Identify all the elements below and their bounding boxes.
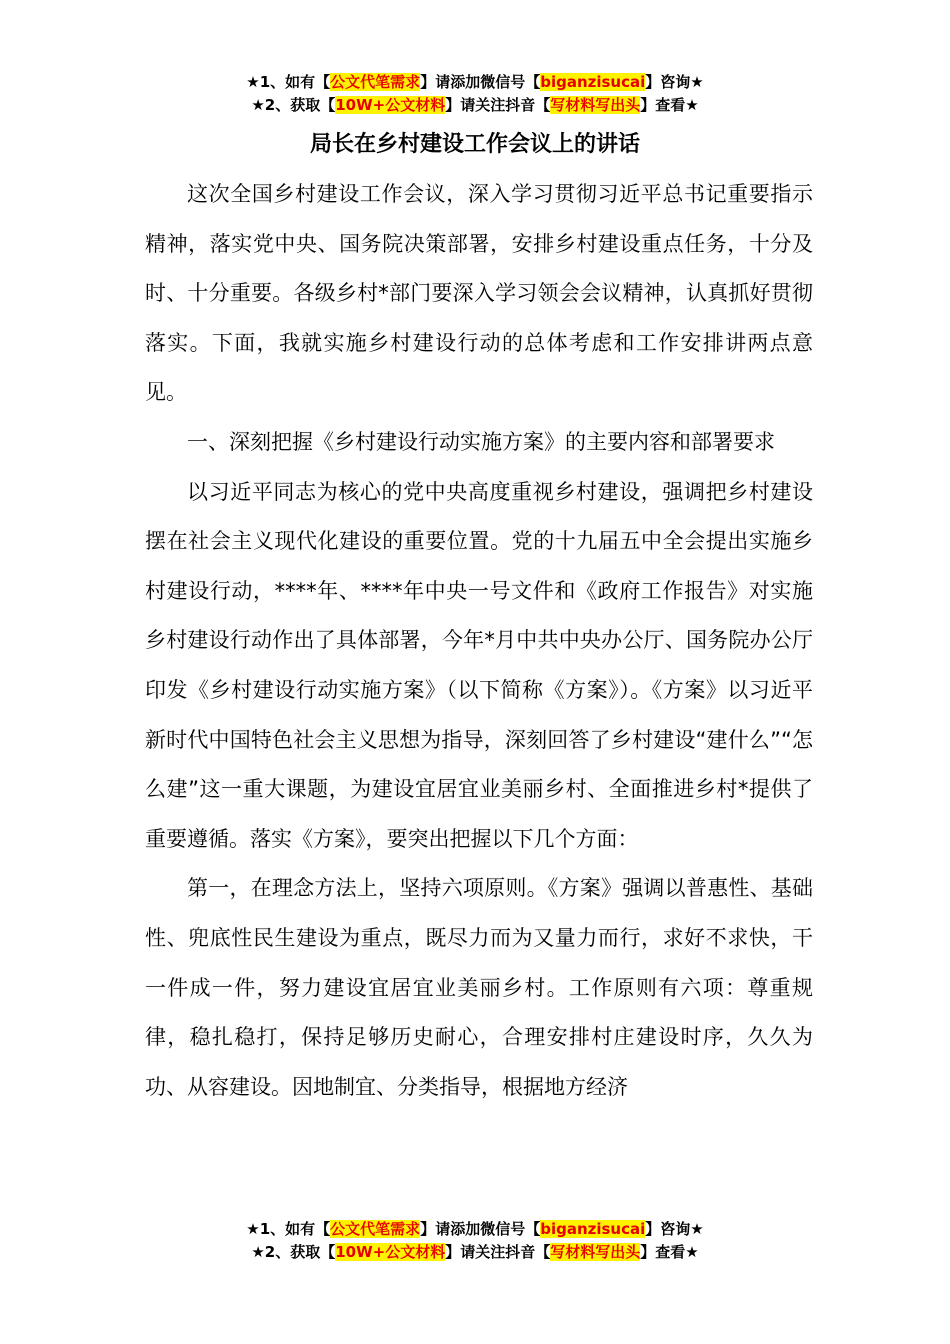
promo-text: 】请添加微信号【 <box>420 73 541 91</box>
body-paragraph: 第一，在理念方法上，坚持六项原则。《方案》强调以普惠性、基础性、兜底性民生建设为重点，既尽力而为又量力而行，求好不求快，干一件成一件，努力建设宜居宜业美丽乡村。工作原则有六项：尊重规律，稳扎稳打，保持足够历史耐心，合理安排村庄建设时序，久久为功、从容建设。因地制宜、分类指导，根据地方经济 <box>145 876 813 1099</box>
promo-text: ★2、获取【 <box>251 96 336 114</box>
promo-text: 】请关注抖音【 <box>445 1243 551 1261</box>
document-body <box>145 170 813 1112</box>
promo-line-1 <box>0 1218 950 1241</box>
promo-text: ★1、如有【 <box>246 1220 331 1238</box>
promo-highlight: 公文代笔需求 <box>330 73 421 91</box>
document-title: 局长在乡村建设工作会议上的讲话 <box>309 132 640 157</box>
promo-highlight: biganzisucai <box>540 1220 646 1238</box>
promo-highlight: 公文代笔需求 <box>330 1220 421 1238</box>
promo-text: ★2、获取【 <box>251 1243 336 1261</box>
promo-highlight: 10W+公文材料 <box>335 1243 446 1261</box>
promo-text: 】请关注抖音【 <box>445 96 551 114</box>
promo-banner-top <box>0 71 950 117</box>
promo-highlight: 写材料写出头 <box>550 96 641 114</box>
promo-text: ★1、如有【 <box>246 73 331 91</box>
promo-text: 】请添加微信号【 <box>420 1220 541 1238</box>
promo-highlight: 写材料写出头 <box>550 1243 641 1261</box>
promo-text: 】查看★ <box>640 96 699 114</box>
body-paragraph: 以习近平同志为核心的党中央高度重视乡村建设，强调把乡村建设摆在社会主义现代化建设的重要位置。党的十九届五中全会提出实施乡村建设行动，****年、****年中央一号文件和《政府工作报告》对实施乡村建设行动作出了具体部署，今年*月中共中央办公厅、国务院办公厅印发《乡村建设行动实施方案》（以下简称《方案》）。《方案》以习近平新时代中国特色社会主义思想为指导，深刻回答了乡村建设“建什么”“怎么建”这一重大课题，为建设宜居宜业美丽乡村、全面推进乡村*提供了重要遵循。落实《方案》，要突出把握以下几个方面： <box>145 479 813 851</box>
promo-banner-bottom <box>0 1218 950 1264</box>
section-heading: 一、深刻把握《乡村建设行动实施方案》的主要内容和部署要求 <box>187 429 775 454</box>
promo-highlight: 10W+公文材料 <box>335 96 446 114</box>
body-paragraph: 这次全国乡村建设工作会议，深入学习贯彻习近平总书记重要指示精神，落实党中央、国务院决策部署，安排乡村建设重点任务，十分及时、十分重要。各级乡村*部门要深入学习领会会议精神，认真抓好贯彻落实。下面，我就实施乡村建设行动的总体考虑和工作安排讲两点意见。 <box>145 182 813 405</box>
promo-line-1 <box>0 71 950 94</box>
promo-line-2 <box>0 1241 950 1264</box>
promo-line-2 <box>0 94 950 117</box>
promo-text: 】查看★ <box>640 1243 699 1261</box>
promo-text: 】咨询★ <box>645 1220 704 1238</box>
promo-text: 】咨询★ <box>645 73 704 91</box>
promo-highlight: biganzisucai <box>540 73 646 91</box>
